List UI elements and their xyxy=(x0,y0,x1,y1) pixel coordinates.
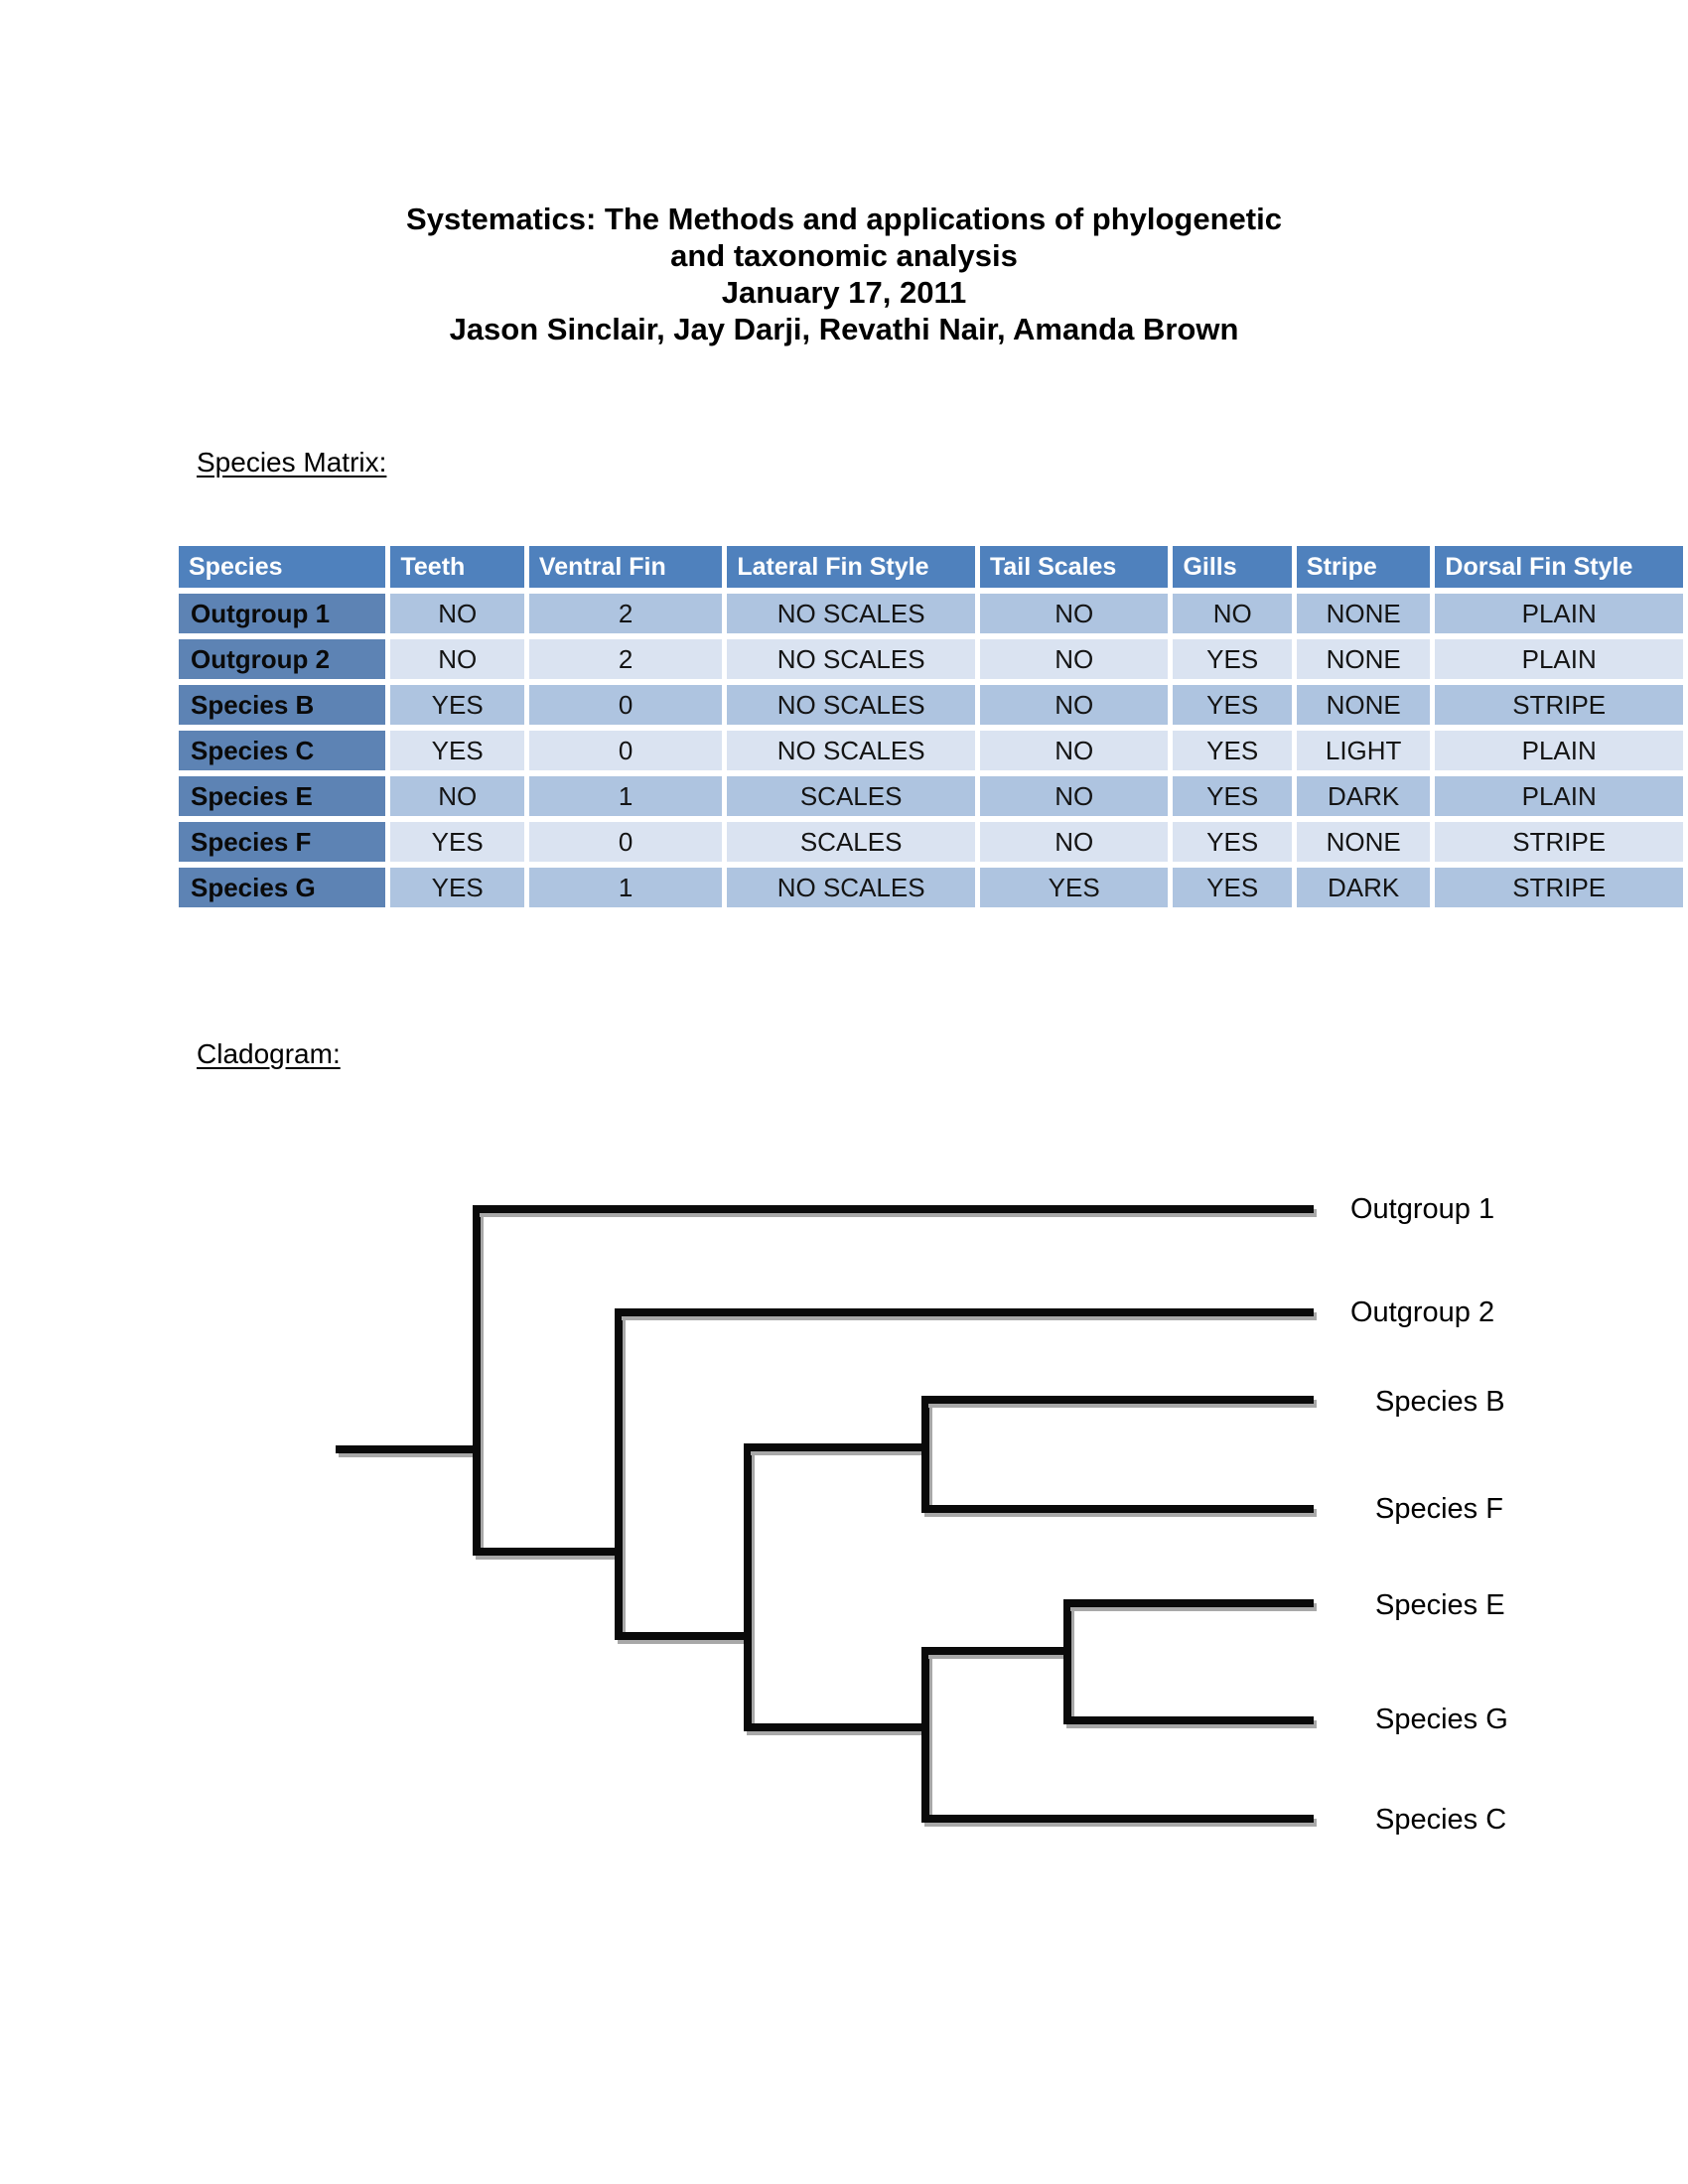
tip-label-speciesG: Species G xyxy=(1375,1704,1508,1735)
matrix-cell: YES xyxy=(1173,731,1291,770)
matrix-cell: NONE xyxy=(1297,594,1430,633)
cladogram-edge-to-node2 xyxy=(477,1548,623,1556)
matrix-cell: NO SCALES xyxy=(727,868,975,907)
document-title xyxy=(0,201,1688,347)
tip-label-speciesB: Species B xyxy=(1375,1386,1505,1418)
cladogram-branch-speciesC xyxy=(925,1815,1314,1823)
matrix-cell: SCALES xyxy=(727,822,975,862)
matrix-cell: NO xyxy=(980,731,1169,770)
matrix-cell: STRIPE xyxy=(1435,685,1683,725)
matrix-cell: STRIPE xyxy=(1435,822,1683,862)
cladogram-branch-speciesE xyxy=(1067,1599,1314,1607)
matrix-cell: STRIPE xyxy=(1435,868,1683,907)
title-line-4-authors: Jason Sinclair, Jay Darji, Revathi Nair, Amanda Brown xyxy=(449,312,1239,346)
matrix-row xyxy=(179,776,1683,816)
tip-label-speciesE: Species E xyxy=(1375,1589,1505,1621)
title-line-2: and taxonomic analysis xyxy=(670,238,1018,273)
cladogram-node-root-split xyxy=(473,1205,481,1556)
matrix-cell: NONE xyxy=(1297,822,1430,862)
matrix-cell: YES xyxy=(1173,776,1291,816)
matrix-cell: PLAIN xyxy=(1435,594,1683,633)
matrix-cell: 2 xyxy=(529,639,722,679)
matrix-cell: NO xyxy=(390,776,523,816)
matrix-column-header: Dorsal Fin Style xyxy=(1435,546,1683,588)
matrix-cell: DARK xyxy=(1297,868,1430,907)
matrix-cell: NO xyxy=(390,594,523,633)
matrix-cell: NO SCALES xyxy=(727,685,975,725)
cladogram-edge-to-node3 xyxy=(619,1632,752,1640)
matrix-column-header: Stripe xyxy=(1297,546,1430,588)
tip-label-speciesC: Species C xyxy=(1375,1804,1507,1836)
matrix-cell: 2 xyxy=(529,594,722,633)
matrix-cell: YES xyxy=(1173,639,1291,679)
tip-label-outgroup1: Outgroup 1 xyxy=(1350,1193,1495,1225)
matrix-cell: YES xyxy=(390,731,523,770)
matrix-row-header: Species G xyxy=(179,868,385,907)
matrix-cell: NO xyxy=(980,776,1169,816)
matrix-cell: NO SCALES xyxy=(727,594,975,633)
cladogram-heading: Cladogram: xyxy=(197,1038,341,1069)
matrix-cell: SCALES xyxy=(727,776,975,816)
cladogram-branch-speciesF xyxy=(925,1505,1314,1513)
matrix-column-header: Tail Scales xyxy=(980,546,1169,588)
matrix-row-header: Species E xyxy=(179,776,385,816)
cladogram-branch-outgroup2 xyxy=(619,1308,1314,1316)
matrix-row-header: Species F xyxy=(179,822,385,862)
matrix-row xyxy=(179,639,1683,679)
matrix-row-header: Species B xyxy=(179,685,385,725)
title-line-1: Systematics: The Methods and applications of phylogenetic xyxy=(406,202,1282,236)
matrix-cell: YES xyxy=(1173,685,1291,725)
cladogram-node-egc-split xyxy=(921,1647,929,1823)
matrix-cell: DARK xyxy=(1297,776,1430,816)
matrix-cell: NO SCALES xyxy=(727,731,975,770)
matrix-cell: PLAIN xyxy=(1435,639,1683,679)
cladogram-branch-outgroup1 xyxy=(477,1205,1314,1213)
matrix-row xyxy=(179,731,1683,770)
species-matrix-body xyxy=(179,594,1683,907)
matrix-cell: YES xyxy=(390,822,523,862)
matrix-cell: NONE xyxy=(1297,685,1430,725)
matrix-column-header: Lateral Fin Style xyxy=(727,546,975,588)
matrix-row xyxy=(179,685,1683,725)
matrix-cell: PLAIN xyxy=(1435,731,1683,770)
cladogram-root-edge xyxy=(336,1445,477,1453)
matrix-cell: LIGHT xyxy=(1297,731,1430,770)
matrix-cell: YES xyxy=(390,868,523,907)
matrix-cell: 0 xyxy=(529,685,722,725)
cladogram-branch-speciesB xyxy=(925,1396,1314,1404)
cladogram-edge-to-eg-clade xyxy=(925,1647,1071,1655)
matrix-cell: NO xyxy=(1173,594,1291,633)
matrix-cell: YES xyxy=(1173,868,1291,907)
tip-label-speciesF: Species F xyxy=(1375,1493,1503,1525)
matrix-cell: NO xyxy=(980,594,1169,633)
matrix-cell: NO xyxy=(390,639,523,679)
species-matrix-header xyxy=(179,546,1683,588)
cladogram-node-outgroup2-split xyxy=(615,1308,623,1640)
matrix-cell: 0 xyxy=(529,731,722,770)
matrix-row-header: Outgroup 1 xyxy=(179,594,385,633)
tip-label-outgroup2: Outgroup 2 xyxy=(1350,1297,1495,1328)
title-line-3-date: January 17, 2011 xyxy=(721,275,967,310)
matrix-cell: NO xyxy=(980,822,1169,862)
matrix-row-header: Species C xyxy=(179,731,385,770)
matrix-cell: YES xyxy=(1173,822,1291,862)
matrix-cell: NO xyxy=(980,639,1169,679)
cladogram-branch-speciesG xyxy=(1067,1716,1314,1724)
cladogram-edge-to-bf-clade xyxy=(748,1443,929,1451)
matrix-cell: 0 xyxy=(529,822,722,862)
matrix-cell: NO xyxy=(980,685,1169,725)
matrix-cell: YES xyxy=(390,685,523,725)
cladogram-node-bf-split xyxy=(921,1396,929,1513)
cladogram-node-ingroup-split xyxy=(744,1443,752,1731)
species-matrix-table xyxy=(174,540,1688,913)
matrix-row xyxy=(179,822,1683,862)
matrix-cell: YES xyxy=(980,868,1169,907)
matrix-cell: 1 xyxy=(529,776,722,816)
matrix-row xyxy=(179,868,1683,907)
cladogram-node-eg-split xyxy=(1063,1599,1071,1724)
cladogram-edge-to-egc-clade xyxy=(748,1723,929,1731)
matrix-row-header: Outgroup 2 xyxy=(179,639,385,679)
matrix-column-header: Species xyxy=(179,546,385,588)
matrix-column-header: Ventral Fin xyxy=(529,546,722,588)
matrix-cell: NONE xyxy=(1297,639,1430,679)
matrix-row xyxy=(179,594,1683,633)
matrix-column-header: Teeth xyxy=(390,546,523,588)
matrix-column-header: Gills xyxy=(1173,546,1291,588)
matrix-cell: PLAIN xyxy=(1435,776,1683,816)
species-matrix-heading: Species Matrix: xyxy=(197,447,387,478)
matrix-cell: NO SCALES xyxy=(727,639,975,679)
matrix-cell: 1 xyxy=(529,868,722,907)
